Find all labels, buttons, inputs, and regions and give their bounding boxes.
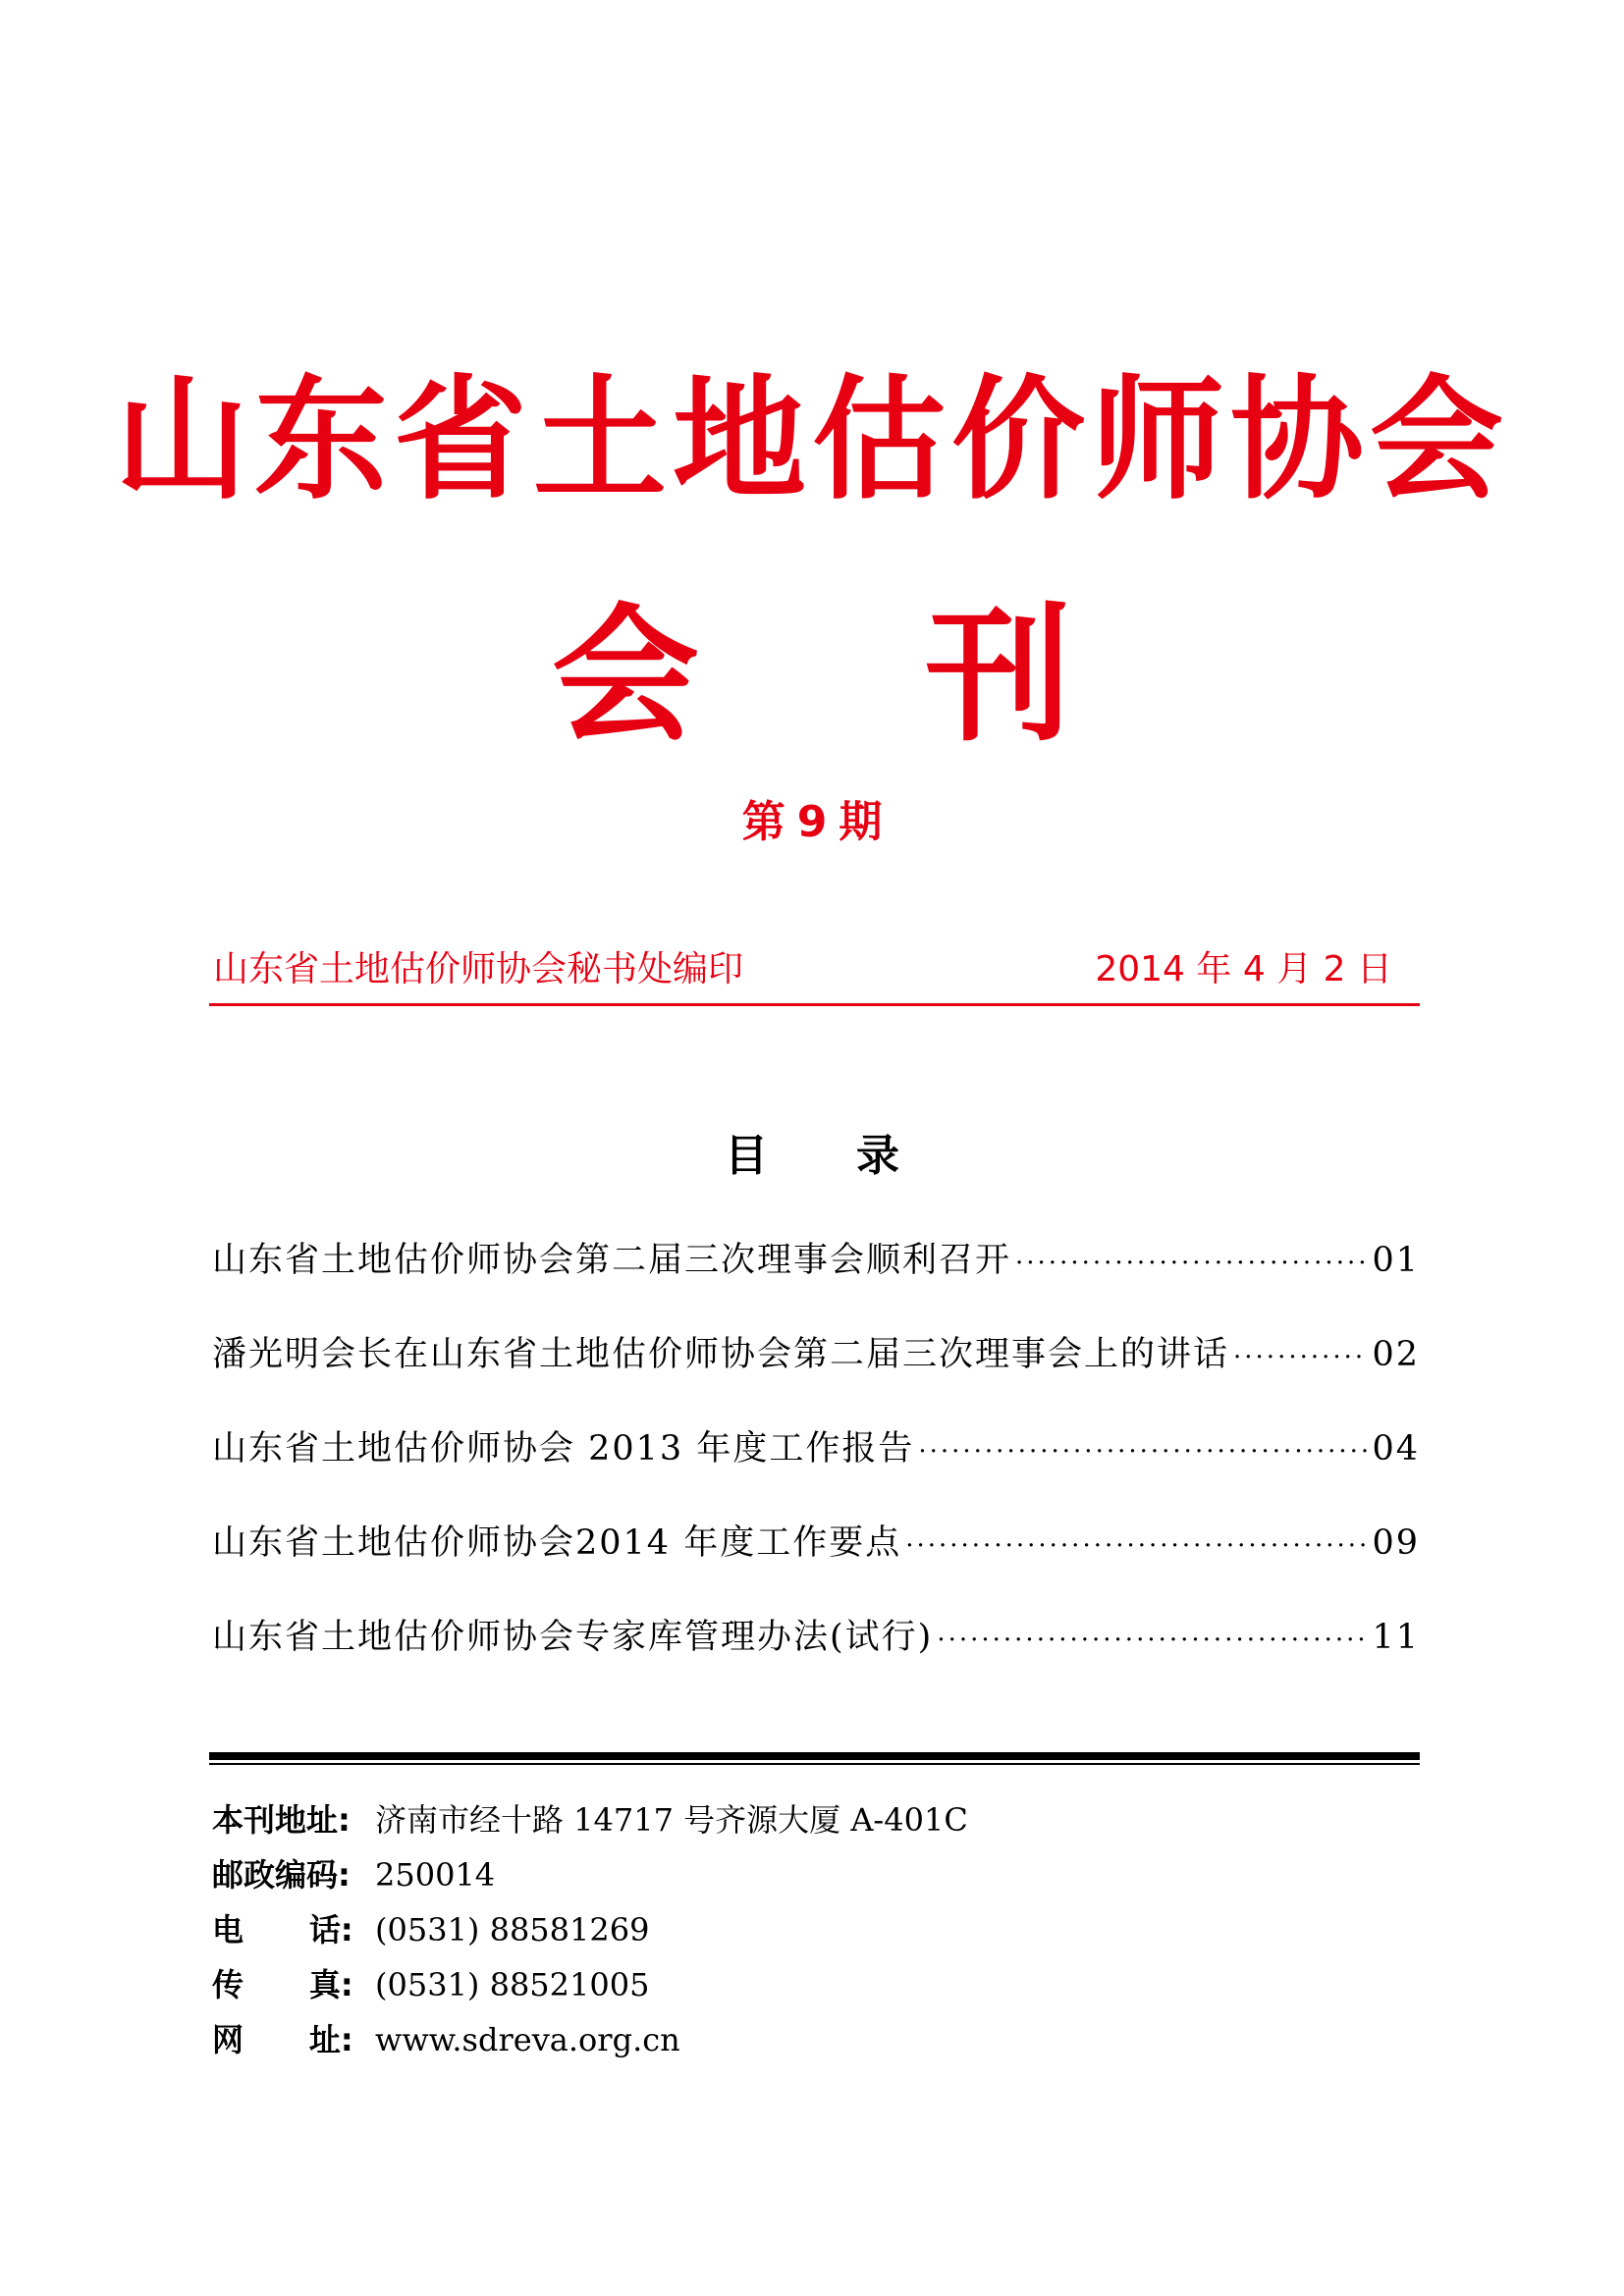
toc-item-page: 11 bbox=[1372, 1618, 1420, 1657]
journal-title bbox=[0, 587, 1624, 764]
footer-divider-thick bbox=[209, 1752, 1420, 1760]
contact-address bbox=[212, 1792, 1420, 1847]
contact-website-value[interactable]: www.sdreva.org.cn bbox=[375, 2021, 680, 2058]
toc-item[interactable] bbox=[212, 1233, 1420, 1327]
red-divider bbox=[209, 1003, 1420, 1006]
contact-fax bbox=[212, 1957, 1420, 2012]
org-title: 山东省土地估价师协会 bbox=[115, 361, 1509, 518]
toc-item[interactable] bbox=[212, 1516, 1420, 1610]
issue-number bbox=[0, 793, 1624, 852]
toc-item-title: 潘光明会长在山东省土地估价师协会第二届三次理事会上的讲话 bbox=[212, 1335, 1230, 1374]
publish-date: 2014 年 4 月 2 日 bbox=[1095, 949, 1392, 989]
contact-fax-value: (0531) 88521005 bbox=[375, 1966, 650, 2003]
toc-leader-dots bbox=[937, 1626, 1368, 1655]
toc-heading-char-1: 目 bbox=[725, 1131, 768, 1181]
publisher-name: 山东省土地估价师协会秘书处编印 bbox=[213, 949, 744, 989]
footer-divider-thin bbox=[209, 1763, 1420, 1765]
toc-item-title: 山东省土地估价师协会2014 年度工作要点 bbox=[212, 1523, 902, 1563]
toc-item-page: 01 bbox=[1372, 1241, 1420, 1280]
contact-postcode bbox=[212, 1847, 1420, 1902]
journal-title-char-1: 会 bbox=[551, 589, 699, 762]
contact-phone-value: (0531) 88581269 bbox=[375, 1911, 650, 1949]
issue-suffix: 期 bbox=[839, 797, 883, 847]
contact-website bbox=[212, 2012, 1420, 2067]
toc-leader-dots bbox=[905, 1531, 1368, 1561]
publisher-row bbox=[209, 940, 1420, 999]
contact-phone-label: 电 话: bbox=[212, 1911, 353, 1949]
toc-heading-char-2: 录 bbox=[856, 1131, 899, 1181]
toc-heading bbox=[0, 1127, 1624, 1186]
contact-postcode-label: 邮政编码: bbox=[212, 1856, 351, 1894]
toc-item-page: 02 bbox=[1372, 1335, 1420, 1374]
toc-item-title: 山东省土地估价师协会 2013 年度工作报告 bbox=[212, 1429, 915, 1468]
toc-item-title: 山东省土地估价师协会第二届三次理事会顺利召开 bbox=[212, 1241, 1012, 1280]
contact-phone bbox=[212, 1902, 1420, 1957]
contact-website-label: 网 址: bbox=[212, 2021, 353, 2058]
toc-leader-dots bbox=[1015, 1249, 1368, 1278]
contact-postcode-value: 250014 bbox=[375, 1856, 496, 1894]
toc-item[interactable] bbox=[212, 1327, 1420, 1421]
toc-item-page: 04 bbox=[1372, 1429, 1420, 1468]
contact-address-label: 本刊地址: bbox=[212, 1801, 351, 1839]
issue-prefix: 第 bbox=[741, 797, 785, 847]
contact-fax-label: 传 真: bbox=[212, 1966, 353, 2003]
table-of-contents bbox=[212, 1233, 1420, 1704]
toc-item-page: 09 bbox=[1372, 1523, 1420, 1563]
contact-address-value: 济南市经十路 14717 号齐源大厦 A-401C bbox=[375, 1801, 968, 1839]
contact-block bbox=[212, 1792, 1420, 2067]
journal-title-char-2: 刊 bbox=[925, 589, 1073, 762]
issue-value: 9 bbox=[796, 797, 828, 847]
toc-item-title: 山东省土地估价师协会专家库管理办法(试行) bbox=[212, 1618, 934, 1657]
toc-item[interactable] bbox=[212, 1421, 1420, 1516]
toc-leader-dots bbox=[1233, 1343, 1368, 1372]
toc-leader-dots bbox=[918, 1437, 1368, 1467]
toc-item[interactable] bbox=[212, 1610, 1420, 1704]
